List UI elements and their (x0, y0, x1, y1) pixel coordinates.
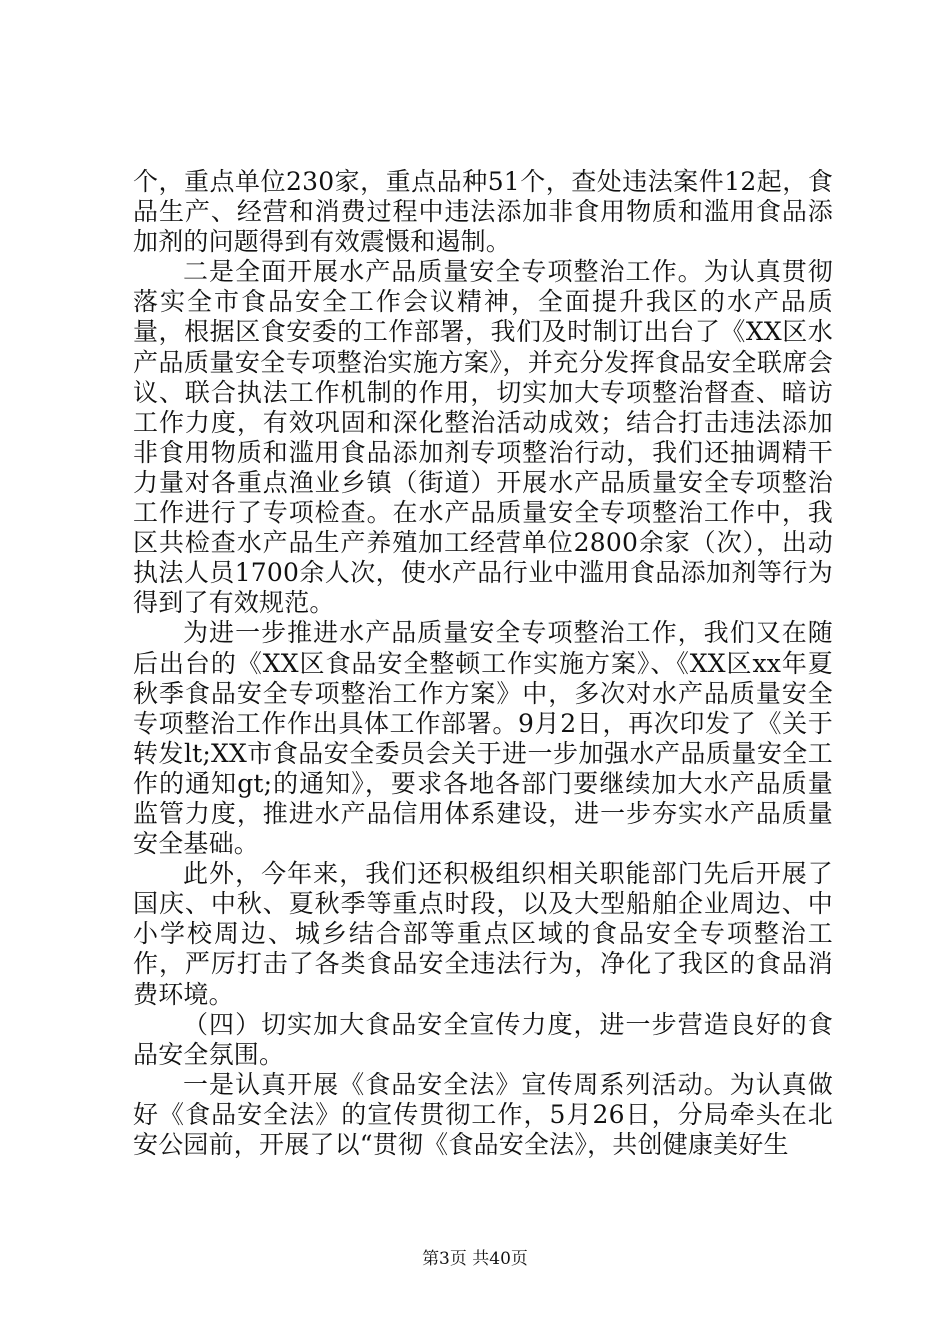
document-body (133, 167, 833, 1160)
page-footer: 第3页 共40页 (422, 1249, 528, 1269)
paragraph-publicity-week: 一是认真开展《食品安全法》宣传周系列活动。为认真做好《食品安全法》的宣传贯彻工作，5月26日，分局牵头在北安公园前，开展了以“贯彻《食品安全法》，共创健康美好生 (133, 1069, 833, 1159)
paragraph-additionally: 此外，今年来，我们还积极组织相关职能部门先后开展了国庆、中秋、夏秋季等重点时段，以及大型船舶企业周边、中小学校周边、城乡结合部等重点区域的食品安全专项整治工作，严厉打击了各类食品安全违法行为，净化了我区的食品消费环境。 (133, 859, 833, 1009)
paragraph-continuation: 个，重点单位230家，重点品种51个，查处违法案件12起，食品生产、经营和消费过程中违法添加非食用物质和滥用食品添加剂的问题得到有效震慑和遏制。 (133, 167, 833, 257)
paragraph-aquatic-rectification: 二是全面开展水产品质量安全专项整治工作。为认真贯彻落实全市食品安全工作会议精神，全面提升我区的水产品质量，根据区食安委的工作部署，我们及时制订出台了《XX区水产品质量安全专项整治实施方案》，并充分发挥食品安全联席会议、联合执法工作机制的作用，切实加大专项整治督查、暗访工作力度，有效巩固和深化整治活动成效；结合打击违法添加非食用物质和滥用食品添加剂专项整治行动，我们还抽调精干力量对各重点渔业乡镇（街道）开展水产品质量安全专项整治工作进行了专项检查。在水产品质量安全专项整治工作中，我区共检查水产品生产养殖加工经营单位2800余家（次），出动执法人员1700余人次，使水产品行业中滥用食品添加剂等行为得到了有效规范。 (133, 257, 833, 618)
paragraph-further-promotion: 为进一步推进水产品质量安全专项整治工作，我们又在随后出台的《XX区食品安全整顿工作实施方案》、《XX区xx年夏秋季食品安全专项整治工作方案》中，多次对水产品质量安全专项整治工作作出具体工作部署。9月2日，再次印发了《关于转发lt;XX市食品安全委员会关于进一步加强水产品质量安全工作的通知gt;的通知》，要求各地各部门要继续加大水产品质量监管力度，推进水产品信用体系建设，进一步夯实水产品质量安全基础。 (133, 618, 833, 859)
section-heading-publicity: （四）切实加大食品安全宣传力度，进一步营造良好的食品安全氛围。 (133, 1009, 833, 1069)
